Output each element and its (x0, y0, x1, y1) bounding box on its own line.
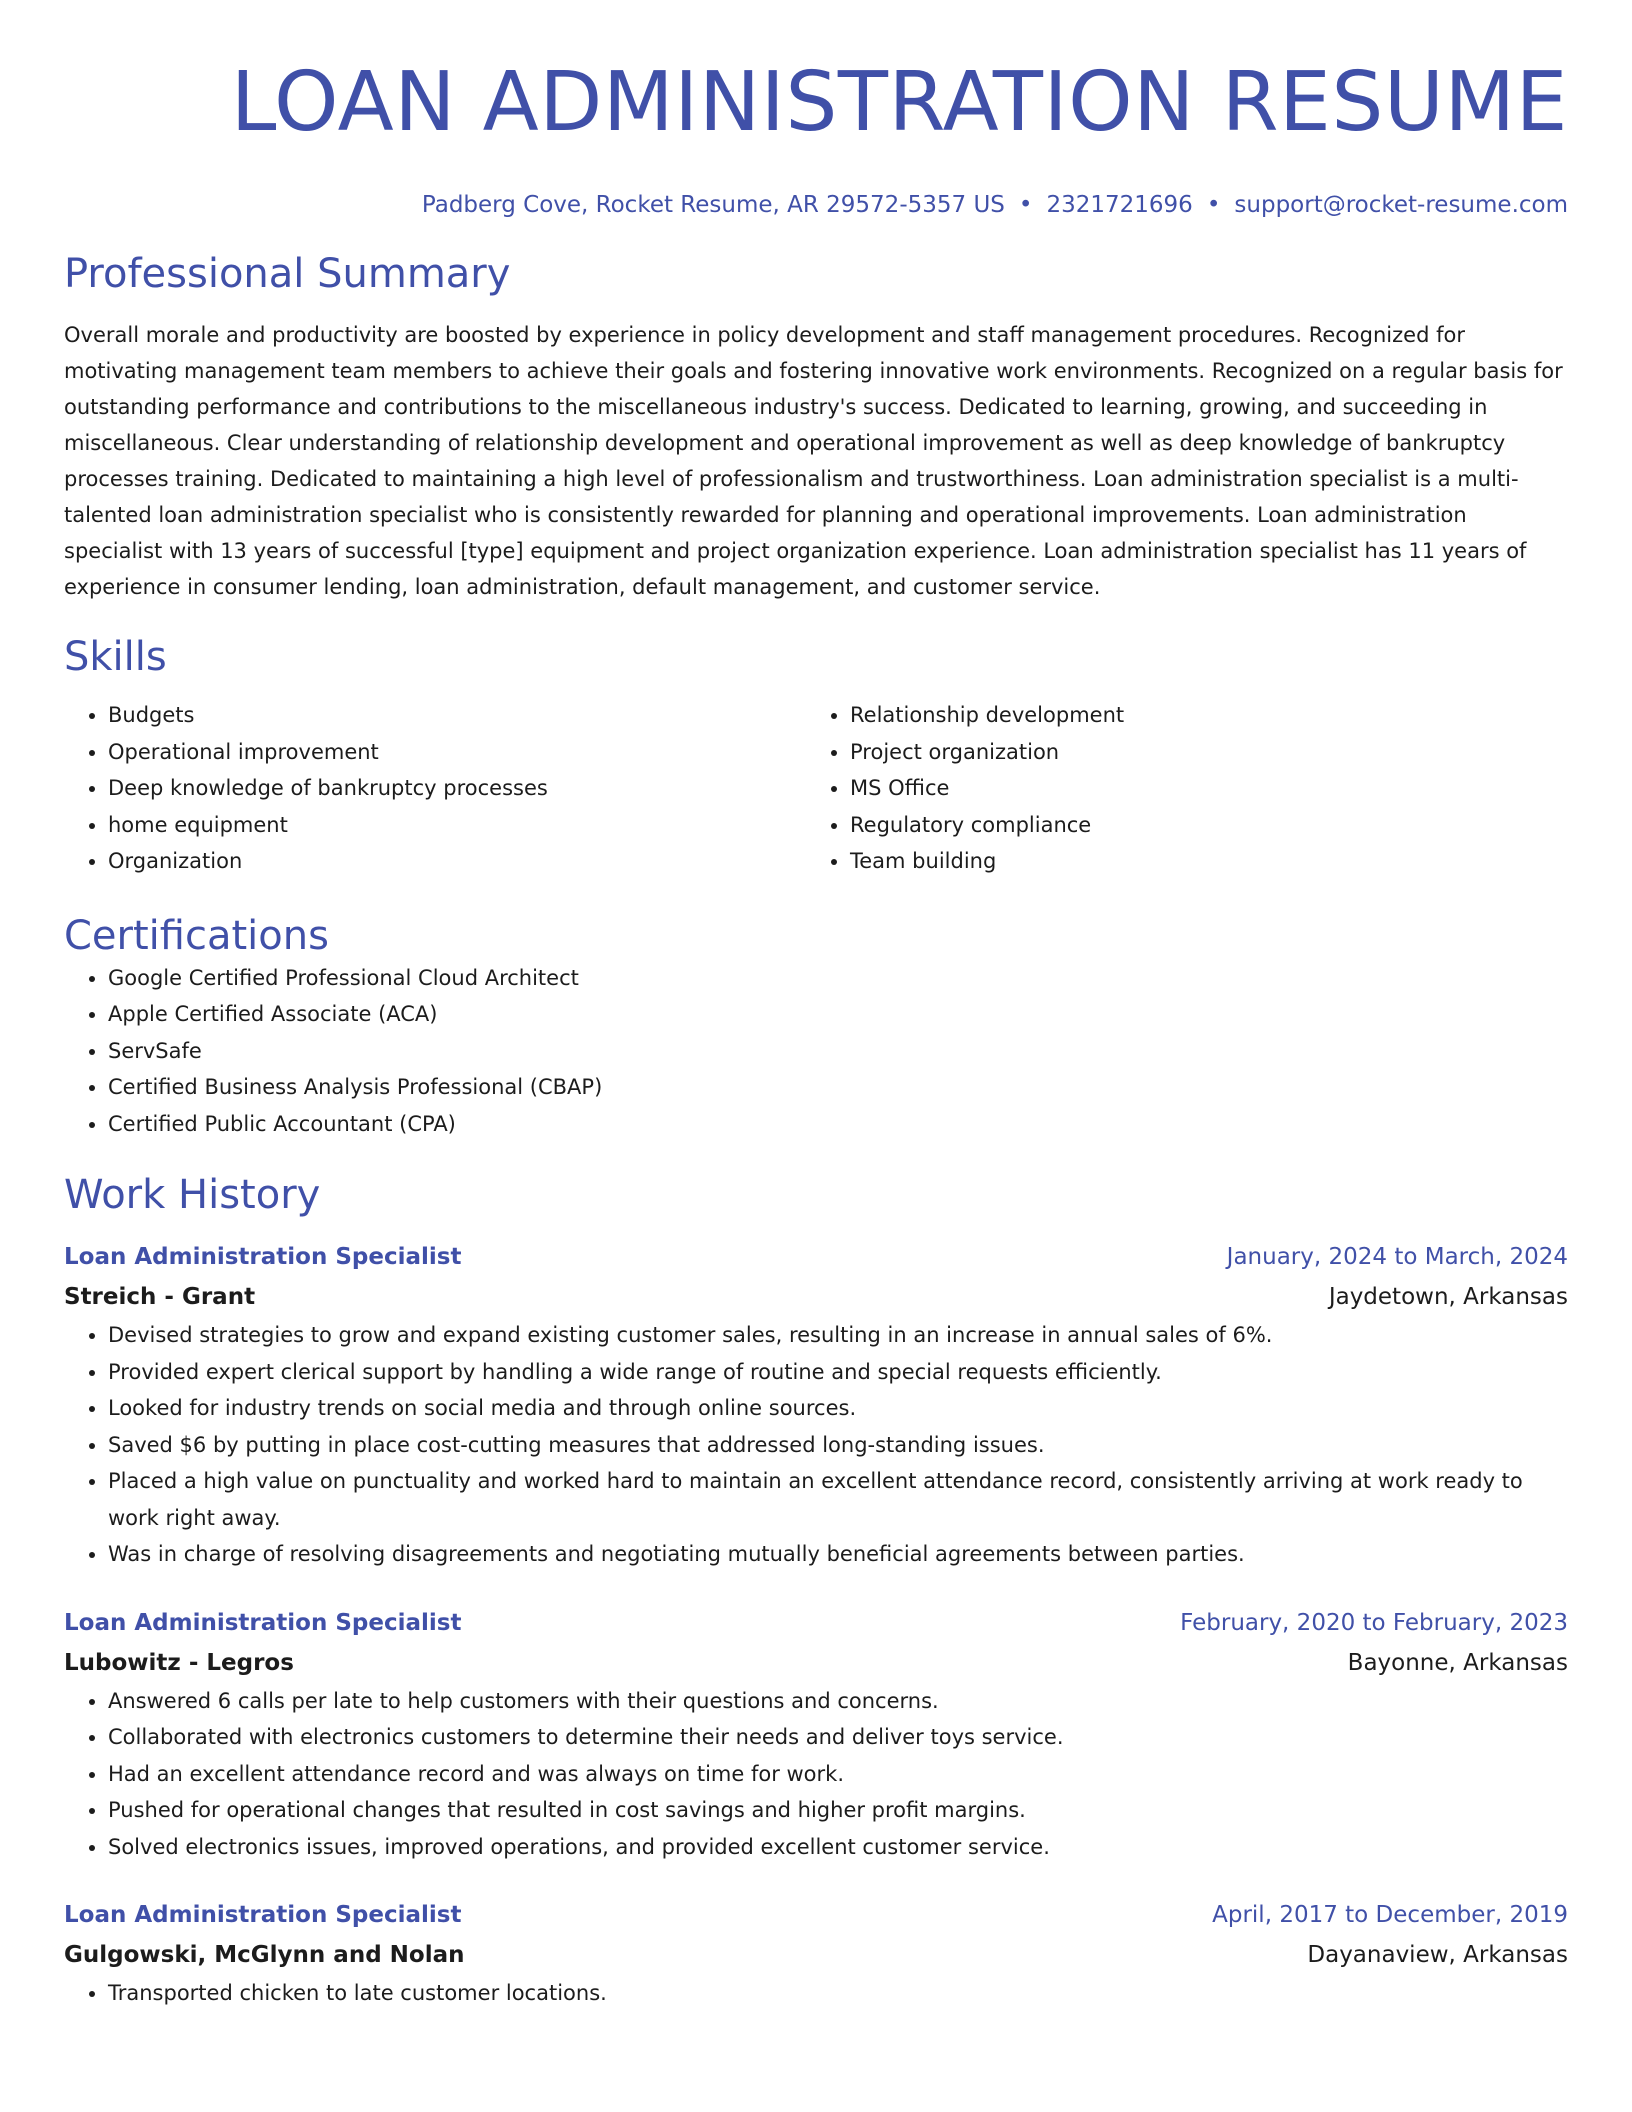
job-company-row (64, 1277, 1568, 1317)
job-duty: • Solved electronics issues, improved operations, and provided excellent customer service. (108, 1829, 1568, 1866)
skills-column-right (806, 697, 1548, 880)
skills-grid (64, 697, 1568, 880)
job-duty: • Looked for industry trends on social media and through online sources. (108, 1390, 1568, 1427)
job-duty: • Placed a high value on punctuality and worked hard to maintain an excellent attendance record, consistently arriving at work ready to work right away. (108, 1463, 1568, 1536)
skill-item: • Relationship development (850, 697, 1548, 734)
job-company-row (64, 1643, 1568, 1683)
skill-item: • Organization (108, 843, 806, 880)
skill-item: • Operational improvement (108, 734, 806, 771)
job-duty: • Provided expert clerical support by handling a wide range of routine and special requests efficiently. (108, 1354, 1568, 1391)
skills-list-left (64, 697, 806, 880)
job-duty: • Answered 6 calls per late to help customers with their questions and concerns. (108, 1683, 1568, 1720)
contact-separator: • (1018, 192, 1033, 218)
skill-item: • Deep knowledge of bankruptcy processes (108, 770, 806, 807)
job-entry (64, 1603, 1568, 1866)
contact-phone: 2321721696 (1046, 192, 1193, 218)
work-history-heading: Work History (64, 1172, 321, 1218)
job-company: Gulgowski, McGlynn and Nolan (64, 1942, 465, 1968)
job-duties-list (64, 1683, 1568, 1866)
skills-heading: Skills (64, 634, 167, 680)
job-company: Streich - Grant (64, 1284, 256, 1310)
job-entry (64, 1237, 1568, 1573)
job-duty: • Had an excellent attendance record and was always on time for work. (108, 1756, 1568, 1793)
job-role: Loan Administration Specialist (64, 1902, 462, 1928)
job-duty: • Saved $6 by putting in place cost-cutting measures that addressed long-standing issues. (108, 1427, 1568, 1464)
job-title-row (64, 1237, 1568, 1277)
skill-item: • Regulatory compliance (850, 807, 1548, 844)
certification-item: • ServSafe (108, 1033, 1568, 1070)
job-location: Jaydetown, Arkansas (1328, 1284, 1568, 1310)
skills-list-right (806, 697, 1548, 880)
certification-item: • Certified Public Accountant (CPA) (108, 1106, 1568, 1143)
contact-line (64, 190, 1568, 220)
job-duty: • Collaborated with electronics customers to determine their needs and deliver toys service. (108, 1719, 1568, 1756)
summary-text: Overall morale and productivity are boosted by experience in policy development and staff management procedures. Recognized for motivating management team members to achieve their goals and fostering innovative work environments. Recognized on a regular basis for outstanding performance and contributions to the miscellaneous industry's success. Dedicated to learning, growing, and succeeding in miscellaneous. Clear understanding of relationship development and operational improvement as well as deep knowledge of bankruptcy processes training. Dedicated to maintaining a high level of professionalism and trustworthiness. Loan administration specialist is a multi-talented loan administration specialist who is consistently rewarded for planning and operational improvements. Loan administration specialist with 13 years of successful [type] equipment and project organization experience. Loan administration specialist has 11 years of experience in consumer lending, loan administration, default management, and customer service. (64, 323, 1563, 599)
certification-item: • Google Certified Professional Cloud Architect (108, 960, 1568, 997)
skill-item: • Team building (850, 843, 1548, 880)
certifications-list (64, 960, 1568, 1143)
skill-item: • MS Office (850, 770, 1548, 807)
summary-heading: Professional Summary (64, 251, 511, 297)
contact-address: Padberg Cove, Rocket Resume, AR 29572-5357 US (421, 192, 1005, 218)
job-duties-list (64, 1317, 1568, 1573)
job-duty: • Was in charge of resolving disagreements and negotiating mutually beneficial agreements between parties. (108, 1536, 1568, 1573)
contact-separator: • (1206, 192, 1221, 218)
skills-column-left (64, 697, 806, 880)
job-role: Loan Administration Specialist (64, 1244, 462, 1270)
certification-item: • Apple Certified Associate (ACA) (108, 996, 1568, 1033)
job-duty: • Pushed for operational changes that resulted in cost savings and higher profit margins. (108, 1792, 1568, 1829)
job-duty: • Devised strategies to grow and expand existing customer sales, resulting in an increase in annual sales of 6%. (108, 1317, 1568, 1354)
job-location: Bayonne, Arkansas (1347, 1649, 1568, 1676)
job-title-row (64, 1895, 1568, 1935)
job-company-row (64, 1935, 1568, 1975)
job-duties-list (64, 1975, 1568, 2012)
skill-item: • Budgets (108, 697, 806, 734)
skill-item: • Project organization (850, 734, 1548, 771)
skill-item: • home equipment (108, 807, 806, 844)
job-role: Loan Administration Specialist (64, 1609, 462, 1636)
job-company: Lubowitz - Legros (64, 1649, 294, 1676)
resume-title: LOAN ADMINISTRATION RESUME (230, 55, 1568, 150)
contact-email[interactable]: support@rocket-resume.com (1234, 192, 1568, 218)
job-dates: January, 2024 to March, 2024 (1226, 1244, 1568, 1270)
job-location: Dayanaview, Arkansas (1307, 1942, 1568, 1968)
job-duty: • Transported chicken to late customer locations. (108, 1975, 1568, 2012)
job-title-row (64, 1603, 1568, 1643)
resume-header (64, 55, 1568, 220)
certification-item: • Certified Business Analysis Professional (CBAP) (108, 1069, 1568, 1106)
job-entry (64, 1895, 1568, 2012)
certifications-heading: Certifications (64, 912, 329, 959)
job-dates: February, 2020 to February, 2023 (1180, 1609, 1568, 1636)
job-dates: April, 2017 to December, 2019 (1212, 1902, 1568, 1928)
